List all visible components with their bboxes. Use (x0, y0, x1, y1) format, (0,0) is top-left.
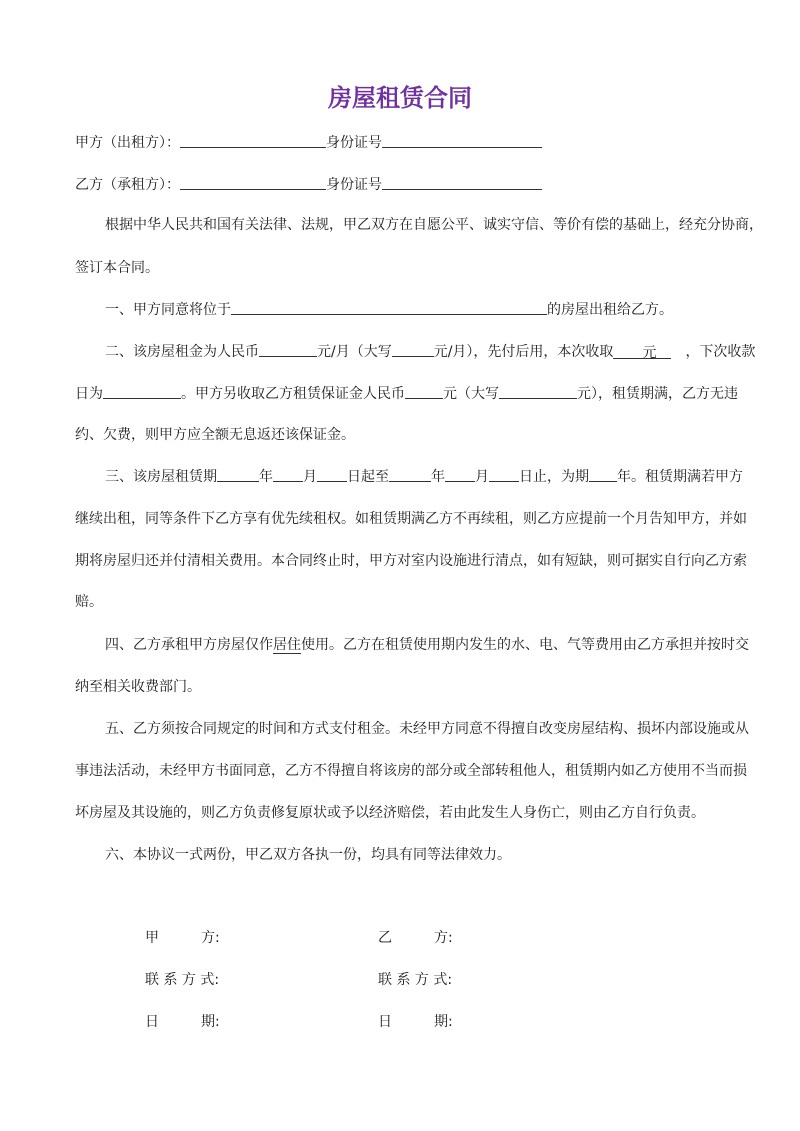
preamble-line-1: 根据中华人民共和国有关法律、法规，甲乙双方在自愿公平、诚实守信、等价有偿的基础上，经充分协商， (105, 217, 763, 233)
clause-1-text-a: 一、甲方同意将位于 (105, 302, 231, 318)
party-a-date-label: 日 期: (145, 1014, 220, 1030)
clause-2-text-f: 日为 (75, 386, 103, 402)
clause-3-line-1 (105, 466, 743, 487)
party-a-id-label: 身份证号 (326, 135, 382, 151)
clause-2-line-3: 约、欠费，则甲方应全额无息返还该保证金。 (75, 427, 355, 443)
lease-end-year-blank[interactable] (389, 466, 431, 482)
rent-amount-blank[interactable] (259, 341, 317, 357)
clause-4-text-c: 使用。乙方在租赁使用期内发生的水、电、气等费用由乙方承担并按时交 (301, 637, 749, 653)
clause-3-line-3: 期将房屋归还并付清相关费用。本合同终止时，甲方对室内设施进行清点，如有短缺，则可据实自行向乙方索 (75, 553, 747, 569)
clause-2-text-g: 。甲方另收取乙方租赁保证金人民币 (181, 386, 405, 402)
document-title: 房屋租赁合同 (328, 84, 472, 112)
clause-2-text-c: 元/月），先付后用，本次收取 (433, 344, 614, 360)
property-address-blank[interactable] (231, 299, 547, 315)
current-payment-unit: 元 (642, 345, 657, 361)
lease-end-month-blank[interactable] (445, 466, 475, 482)
clause-3-text-a: 三、该房屋租赁期 (105, 469, 217, 485)
party-b-id-label: 身份证号 (326, 177, 382, 193)
lease-start-day-blank[interactable] (317, 466, 347, 482)
deposit-amount-words-blank[interactable] (499, 383, 577, 399)
clause-1 (105, 299, 735, 320)
party-a-line (75, 132, 735, 153)
clause-2-text-e: ，下次收款 (685, 344, 756, 360)
rent-amount-words-blank[interactable] (392, 341, 434, 357)
clause-3-text-h: 年。租赁期满若甲方 (617, 469, 743, 485)
current-payment-blank[interactable] (613, 343, 671, 359)
next-payment-date-blank[interactable] (103, 383, 181, 399)
clause-3-text-g: 日止，为期 (519, 469, 589, 485)
clause-2-text-i: 元），租赁期满，乙方无违 (577, 386, 738, 402)
party-b-signature-label: 乙 方: (378, 930, 453, 946)
clause-5-line-3: 坏房屋及其设施的，则乙方负责修复原状或予以经济赔偿，若由此发生人身伤亡，则由乙方自行负责。 (75, 805, 705, 821)
clause-2-line-2 (75, 383, 738, 404)
party-b-date-label: 日 期: (378, 1014, 453, 1030)
party-a-signature-label: 甲 方: (145, 930, 220, 946)
lease-term-blank[interactable] (589, 466, 617, 482)
party-b-label: 乙方（承租方）： (75, 177, 180, 193)
party-b-line (75, 174, 735, 195)
clause-2-line-1 (105, 341, 756, 362)
clause-3-text-c: 月 (303, 469, 317, 485)
clause-1-text-b: 的房屋出租给乙方。 (547, 302, 673, 318)
clause-4-text-a: 四、乙方承租甲方房屋仅作 (105, 637, 273, 653)
clause-3-line-4: 赔。 (75, 594, 103, 610)
clause-3-text-f: 月 (475, 469, 489, 485)
clause-4-line-1 (105, 635, 749, 655)
deposit-amount-blank[interactable] (405, 383, 443, 399)
clause-2-text-h: 元（大写 (443, 386, 499, 402)
party-b-contact-label: 联 系 方 式: (378, 972, 453, 988)
party-a-contact-label: 联 系 方 式: (145, 972, 220, 988)
preamble-line-2: 签订本合同。 (75, 260, 159, 276)
lease-start-year-blank[interactable] (217, 466, 259, 482)
lease-start-month-blank[interactable] (273, 466, 303, 482)
clause-2-text-a: 二、该房屋租金为人民币 (105, 344, 259, 360)
clause-3-text-b: 年 (259, 469, 273, 485)
clause-6: 六、本协议一式两份，甲乙双方各执一份，均具有同等法律效力。 (105, 847, 511, 863)
clause-3-text-e: 年 (431, 469, 445, 485)
clause-5-line-2: 事违法活动，未经甲方书面同意，乙方不得擅自将该房的部分或全部转租他人，租赁期内如乙方使用不当而损 (75, 763, 747, 779)
party-b-name-blank[interactable] (180, 174, 326, 190)
party-b-id-blank[interactable] (382, 174, 542, 190)
residential-use-text: 居住 (273, 637, 301, 653)
party-a-id-blank[interactable] (382, 132, 542, 148)
clause-2-text-b: 元/月（大写 (317, 344, 392, 360)
clause-3-text-d: 日起至 (347, 469, 389, 485)
clause-4-line-2: 纳至相关收费部门。 (75, 679, 201, 695)
lease-end-day-blank[interactable] (489, 466, 519, 482)
clause-3-line-2: 继续出租，同等条件下乙方享有优先续租权。如租赁期满乙方不再续租，则乙方应提前一个月告知甲方，并如 (75, 511, 747, 527)
party-a-name-blank[interactable] (180, 132, 326, 148)
party-a-label: 甲方（出租方）： (75, 135, 180, 151)
clause-5-line-1: 五、乙方须按合同规定的时间和方式支付租金。未经甲方同意不得擅自改变房屋结构、损坏内部设施或从 (105, 721, 749, 737)
